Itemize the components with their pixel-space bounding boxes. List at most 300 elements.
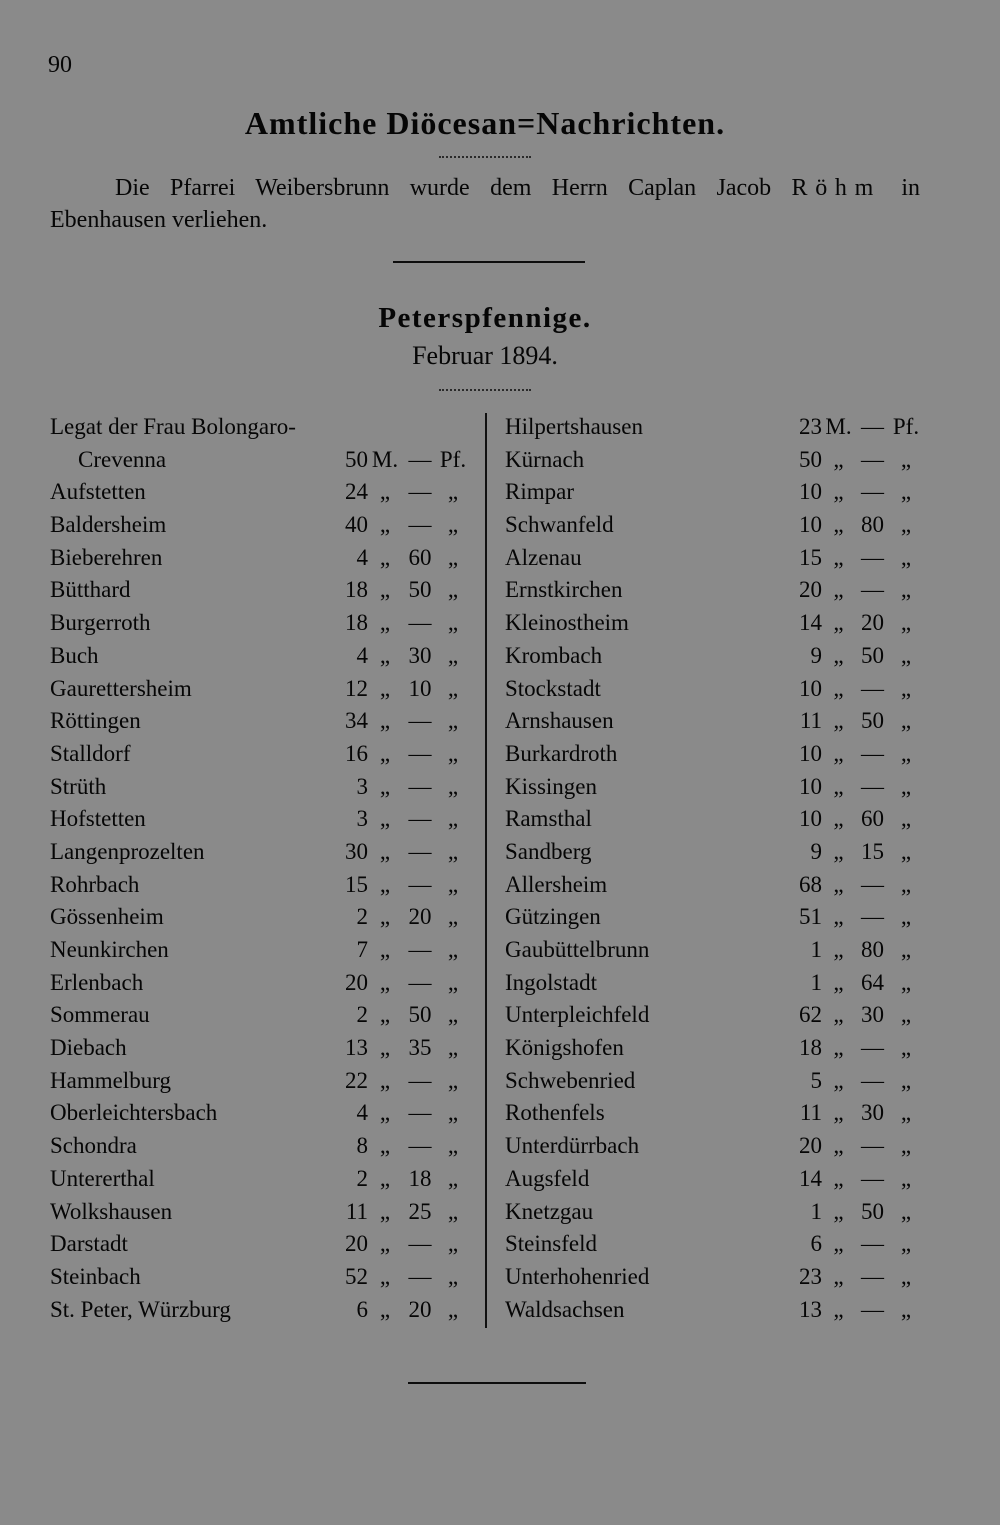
ornament-rule xyxy=(439,156,531,158)
parish-name: Unterdürrbach xyxy=(505,1133,640,1159)
parish-name: Buch xyxy=(50,642,99,668)
pfennig-amount: 15 xyxy=(861,838,884,864)
pfennig-unit: „ xyxy=(447,512,459,538)
pfennig-unit: „ xyxy=(447,544,459,570)
pfennig-unit: „ xyxy=(900,642,912,668)
donation-list-right xyxy=(505,411,922,1326)
pfennig-unit: „ xyxy=(900,1296,912,1322)
pfennig-amount: — xyxy=(408,740,432,766)
pfennig-amount: 80 xyxy=(861,937,884,962)
donation-row xyxy=(505,705,922,738)
mark-amount: 68 xyxy=(799,871,822,897)
mark-unit: „ xyxy=(833,1100,844,1126)
parish-name: Gaurettersheim xyxy=(50,675,192,701)
parish-name: Hilpertshausen xyxy=(505,414,643,439)
donation-row xyxy=(505,967,922,1000)
donation-row xyxy=(50,542,468,575)
mark-amount: 2 xyxy=(356,1002,368,1028)
donation-row xyxy=(50,673,468,706)
mark-unit: „ xyxy=(379,708,391,734)
mark-amount: 6 xyxy=(356,1296,368,1322)
donation-row xyxy=(505,476,922,509)
donation-row xyxy=(505,673,922,706)
notice-paragraph-line xyxy=(115,174,920,202)
mark-amount: 1 xyxy=(810,937,822,962)
pfennig-unit: „ xyxy=(900,937,912,962)
mark-unit: „ xyxy=(833,610,844,636)
mark-unit: „ xyxy=(379,512,391,538)
donation-list-left xyxy=(50,411,468,1326)
parish-name: Burkardroth xyxy=(505,740,618,766)
mark-amount: 14 xyxy=(799,610,822,636)
mark-amount: 20 xyxy=(799,577,822,603)
donation-row xyxy=(50,803,468,836)
donation-row xyxy=(50,411,468,444)
mark-unit: „ xyxy=(379,675,391,701)
pfennig-amount: — xyxy=(408,1263,432,1289)
parish-name: Legat der Frau Bolongaro- xyxy=(50,414,296,439)
mark-amount: 10 xyxy=(799,479,822,505)
donation-row xyxy=(50,967,468,1000)
donation-row xyxy=(50,901,468,934)
mark-amount: 18 xyxy=(345,610,368,636)
parish-name: Kleinostheim xyxy=(505,610,629,636)
pfennig-unit: „ xyxy=(900,1198,912,1224)
parish-name: Sommerau xyxy=(50,1002,150,1028)
pfennig-unit: „ xyxy=(447,1002,459,1028)
mark-amount: 10 xyxy=(799,675,822,701)
mark-unit: „ xyxy=(379,544,391,570)
mark-amount: 11 xyxy=(345,1198,368,1224)
pfennig-unit: „ xyxy=(447,904,459,930)
mark-unit: „ xyxy=(379,642,391,668)
mark-unit: „ xyxy=(379,871,391,897)
parish-name: Baldersheim xyxy=(50,512,167,538)
pfennig-unit: „ xyxy=(447,577,459,603)
parish-name: Waldsachsen xyxy=(505,1296,625,1322)
mark-amount: 8 xyxy=(356,1133,368,1159)
mark-unit: „ xyxy=(833,675,844,701)
parish-name: Schwanfeld xyxy=(505,512,614,538)
mark-amount: 50 xyxy=(345,446,368,472)
donation-row xyxy=(505,607,922,640)
mark-unit: „ xyxy=(833,1198,844,1224)
pfennig-amount: 18 xyxy=(408,1165,432,1191)
pfennig-amount: 50 xyxy=(861,642,884,668)
parish-name: Wolkshausen xyxy=(50,1198,173,1224)
mark-amount: 23 xyxy=(799,414,822,439)
mark-unit: M. xyxy=(825,414,852,439)
mark-amount: 5 xyxy=(810,1067,822,1093)
mark-unit: „ xyxy=(833,1067,844,1093)
pfennig-amount: — xyxy=(861,675,884,701)
mark-unit: „ xyxy=(379,610,391,636)
donation-row xyxy=(50,640,468,673)
parish-name: Ramsthal xyxy=(505,806,592,832)
pfennig-amount: — xyxy=(861,1231,884,1257)
mark-unit: „ xyxy=(379,740,391,766)
mark-unit: „ xyxy=(379,806,391,832)
parish-name: Darstadt xyxy=(50,1231,128,1257)
mark-unit: „ xyxy=(379,773,391,799)
pfennig-unit: „ xyxy=(447,642,459,668)
donation-row xyxy=(50,1032,468,1065)
donation-row xyxy=(505,738,922,771)
donation-row xyxy=(505,640,922,673)
mark-amount: 62 xyxy=(799,1002,822,1028)
mark-amount: 51 xyxy=(799,904,822,930)
parish-name: Stockstadt xyxy=(505,675,601,701)
pfennig-amount: 80 xyxy=(861,512,884,538)
mark-amount: 7 xyxy=(356,937,368,962)
parish-name: Burgerroth xyxy=(50,610,151,636)
pfennig-unit: „ xyxy=(447,1263,459,1289)
parish-name: Unterhohenried xyxy=(505,1263,650,1289)
mark-unit: „ xyxy=(833,1165,844,1191)
pfennig-amount: 50 xyxy=(861,1198,884,1224)
pfennig-unit: „ xyxy=(900,1231,912,1257)
mark-amount: 18 xyxy=(345,577,368,603)
pfennig-amount: 30 xyxy=(408,642,432,668)
mark-amount: 40 xyxy=(345,512,368,538)
mark-unit: „ xyxy=(833,1035,844,1061)
mark-amount: 15 xyxy=(799,544,822,570)
donation-row xyxy=(50,705,468,738)
pfennig-amount: — xyxy=(861,1067,884,1093)
pfennig-unit: „ xyxy=(900,1035,912,1061)
donation-row xyxy=(505,1228,922,1261)
donation-row xyxy=(50,738,468,771)
column-divider xyxy=(485,413,487,1328)
donation-row xyxy=(505,869,922,902)
pfennig-unit: „ xyxy=(900,773,912,799)
parish-name: Kissingen xyxy=(505,773,597,799)
mark-unit: „ xyxy=(379,838,391,864)
donation-row xyxy=(505,542,922,575)
pfennig-unit: „ xyxy=(447,675,459,701)
pfennig-unit: „ xyxy=(900,740,912,766)
pfennig-amount: 35 xyxy=(408,1035,432,1061)
donation-row xyxy=(505,1163,922,1196)
donation-row xyxy=(50,607,468,640)
pfennig-unit: „ xyxy=(900,1263,912,1289)
pfennig-amount: — xyxy=(408,446,432,472)
parish-name: Ernstkirchen xyxy=(505,577,623,603)
pfennig-unit: „ xyxy=(900,512,912,538)
pfennig-unit: Pf. xyxy=(892,414,920,439)
pfennig-amount: — xyxy=(861,1263,884,1289)
parish-name: Untererthal xyxy=(50,1165,155,1191)
pfennig-unit: „ xyxy=(447,1296,459,1322)
pfennig-unit: „ xyxy=(447,871,459,897)
parish-name: Diebach xyxy=(50,1035,127,1061)
pfennig-amount: — xyxy=(408,512,432,538)
donation-row xyxy=(50,1228,468,1261)
pfennig-amount: — xyxy=(408,1231,432,1257)
donation-row xyxy=(505,574,922,607)
mark-amount: 30 xyxy=(345,838,368,864)
mark-amount: 13 xyxy=(345,1035,368,1061)
pfennig-unit: „ xyxy=(900,1165,912,1191)
ornament-rule xyxy=(439,389,531,391)
pfennig-amount: — xyxy=(861,479,884,505)
parish-name: Neunkirchen xyxy=(50,937,169,962)
parish-name: Rimpar xyxy=(505,479,574,505)
donation-row xyxy=(50,1130,468,1163)
mark-amount: 52 xyxy=(345,1263,368,1289)
pfennig-amount: — xyxy=(861,446,884,472)
parish-name: Hofstetten xyxy=(50,806,146,832)
mark-unit: „ xyxy=(379,1133,391,1159)
pfennig-unit: Pf. xyxy=(439,446,467,472)
notice-paragraph-line: Ebenhausen verliehen. xyxy=(50,207,268,233)
parish-name: St. Peter, Würzburg xyxy=(50,1296,231,1322)
pfennig-amount: 20 xyxy=(861,610,884,636)
pfennig-unit: „ xyxy=(900,610,912,636)
donation-row xyxy=(505,509,922,542)
donation-row xyxy=(505,411,922,444)
mark-unit: „ xyxy=(379,969,391,995)
pfennig-amount: — xyxy=(408,479,432,505)
mark-amount: 10 xyxy=(799,773,822,799)
mark-unit: „ xyxy=(833,1296,844,1322)
pfennig-amount: — xyxy=(861,414,884,439)
pfennig-amount: 50 xyxy=(861,708,884,734)
pfennig-unit: „ xyxy=(900,446,912,472)
donation-row xyxy=(50,476,468,509)
pfennig-amount: 50 xyxy=(408,1002,432,1028)
mark-amount: 10 xyxy=(799,512,822,538)
pfennig-amount: — xyxy=(408,708,432,734)
mark-amount: 15 xyxy=(345,871,368,897)
mark-unit: „ xyxy=(379,577,391,603)
pfennig-unit: „ xyxy=(447,937,459,962)
mark-unit: „ xyxy=(833,1133,844,1159)
donation-row xyxy=(50,934,468,967)
mark-unit: „ xyxy=(833,904,844,930)
donation-row xyxy=(505,1196,922,1229)
pfennig-amount: 20 xyxy=(408,1296,432,1322)
mark-unit: „ xyxy=(833,740,844,766)
pfennig-amount: — xyxy=(408,937,432,962)
notice-text: Die Pfarrei Weibersbrunn wurde dem Herrn Caplan Jacob xyxy=(115,175,772,201)
parish-name: Hammelburg xyxy=(50,1067,171,1093)
mark-amount: 6 xyxy=(810,1231,822,1257)
mark-amount: 10 xyxy=(799,806,822,832)
pfennig-unit: „ xyxy=(447,1133,459,1159)
parish-name: Arnshausen xyxy=(505,708,614,734)
pfennig-unit: „ xyxy=(900,838,912,864)
mark-unit: „ xyxy=(379,1067,391,1093)
mark-amount: 2 xyxy=(356,904,368,930)
mark-unit: „ xyxy=(833,937,844,962)
donation-row xyxy=(50,444,468,477)
mark-amount: 4 xyxy=(356,642,368,668)
parish-name: Unterpleichfeld xyxy=(505,1002,650,1028)
pfennig-amount: 64 xyxy=(861,969,884,995)
pfennig-amount: 30 xyxy=(861,1100,884,1126)
pfennig-amount: — xyxy=(408,610,432,636)
mark-unit: „ xyxy=(379,1100,391,1126)
donation-row xyxy=(50,509,468,542)
parish-name-continuation: Crevenna xyxy=(78,446,167,472)
donation-row xyxy=(505,1032,922,1065)
donation-row xyxy=(50,999,468,1032)
pfennig-unit: „ xyxy=(900,1133,912,1159)
pfennig-amount: — xyxy=(861,773,884,799)
pfennig-amount: — xyxy=(408,773,432,799)
pfennig-amount: — xyxy=(408,1067,432,1093)
pfennig-unit: „ xyxy=(447,740,459,766)
parish-name: Steinbach xyxy=(50,1263,141,1289)
donation-row xyxy=(505,1261,922,1294)
pfennig-unit: „ xyxy=(447,1067,459,1093)
notice-person-name: Röhm xyxy=(791,175,881,201)
mark-unit: „ xyxy=(379,937,391,962)
mark-amount: 16 xyxy=(345,740,368,766)
pfennig-amount: 25 xyxy=(408,1198,432,1224)
mark-amount: 18 xyxy=(799,1035,822,1061)
parish-name: Rothenfels xyxy=(505,1100,605,1126)
pfennig-unit: „ xyxy=(447,708,459,734)
mark-amount: 20 xyxy=(799,1133,822,1159)
pfennig-unit: „ xyxy=(447,1198,459,1224)
mark-amount: 11 xyxy=(799,1100,822,1126)
pfennig-unit: „ xyxy=(447,1231,459,1257)
mark-unit: „ xyxy=(833,544,844,570)
parish-name: Gützingen xyxy=(505,904,601,930)
parish-name: Alzenau xyxy=(505,544,582,570)
mark-unit: „ xyxy=(379,1198,391,1224)
parish-name: Aufstetten xyxy=(50,479,146,505)
parish-name: Steinsfeld xyxy=(505,1231,597,1257)
mark-unit: „ xyxy=(379,1002,391,1028)
mark-unit: „ xyxy=(833,577,844,603)
mark-unit: „ xyxy=(833,479,844,505)
mark-unit: „ xyxy=(379,1035,391,1061)
donation-row xyxy=(50,869,468,902)
mark-amount: 10 xyxy=(799,740,822,766)
pfennig-amount: — xyxy=(861,577,884,603)
pfennig-unit: „ xyxy=(447,1165,459,1191)
page-title: Amtliche Diöcesan=Nachrichten. xyxy=(244,105,726,141)
mark-amount: 24 xyxy=(345,479,368,505)
pfennig-unit: „ xyxy=(900,969,912,995)
mark-unit: „ xyxy=(833,512,844,538)
pfennig-unit: „ xyxy=(447,1100,459,1126)
pfennig-amount: — xyxy=(861,904,884,930)
parish-name: Königshofen xyxy=(505,1035,624,1061)
pfennig-unit: „ xyxy=(900,479,912,505)
mark-amount: 13 xyxy=(799,1296,822,1322)
parish-name: Gaubüttelbrunn xyxy=(505,937,650,962)
pfennig-unit: „ xyxy=(900,544,912,570)
mark-unit: „ xyxy=(833,969,844,995)
donation-row xyxy=(505,444,922,477)
mark-unit: „ xyxy=(379,479,391,505)
mark-amount: 3 xyxy=(356,806,368,832)
pfennig-amount: — xyxy=(408,871,432,897)
pfennig-unit: „ xyxy=(447,773,459,799)
pfennig-amount: — xyxy=(861,1296,884,1322)
parish-name: Erlenbach xyxy=(50,969,144,995)
section-heading: Peterspfennige. xyxy=(378,302,592,334)
pfennig-unit: „ xyxy=(447,806,459,832)
pfennig-unit: „ xyxy=(900,1002,912,1028)
parish-name: Bütthard xyxy=(50,577,131,603)
mark-unit: „ xyxy=(833,838,844,864)
donation-row xyxy=(50,1065,468,1098)
pfennig-amount: — xyxy=(861,1035,884,1061)
donation-row xyxy=(505,803,922,836)
parish-name: Stalldorf xyxy=(50,740,131,766)
donation-row xyxy=(505,771,922,804)
donation-row xyxy=(50,771,468,804)
donation-row xyxy=(50,1294,468,1327)
pfennig-unit: „ xyxy=(900,1100,912,1126)
donation-row xyxy=(50,836,468,869)
pfennig-unit: „ xyxy=(900,675,912,701)
mark-amount: 1 xyxy=(810,969,822,995)
pfennig-amount: — xyxy=(861,544,884,570)
mark-amount: 4 xyxy=(356,1100,368,1126)
pfennig-unit: „ xyxy=(447,479,459,505)
donation-row xyxy=(50,574,468,607)
donation-row xyxy=(50,1196,468,1229)
donation-row xyxy=(505,934,922,967)
mark-amount: 9 xyxy=(810,838,822,864)
parish-name: Augsfeld xyxy=(505,1165,590,1191)
parish-name: Rohrbach xyxy=(50,871,140,897)
pfennig-unit: „ xyxy=(447,1035,459,1061)
donation-row xyxy=(50,1261,468,1294)
pfennig-unit: „ xyxy=(447,838,459,864)
mark-unit: „ xyxy=(833,806,844,832)
parish-name: Schwebenried xyxy=(505,1067,636,1093)
donation-row xyxy=(505,1065,922,1098)
parish-name: Schondra xyxy=(50,1133,137,1159)
parish-name: Oberleichtersbach xyxy=(50,1100,218,1126)
pfennig-amount: 20 xyxy=(408,904,432,930)
mark-unit: „ xyxy=(833,773,844,799)
pfennig-unit: „ xyxy=(900,577,912,603)
parish-name: Bieberehren xyxy=(50,544,163,570)
mark-unit: „ xyxy=(833,1231,844,1257)
mark-amount: 50 xyxy=(799,446,822,472)
mark-unit: „ xyxy=(833,642,844,668)
pfennig-amount: — xyxy=(408,838,432,864)
pfennig-amount: 60 xyxy=(861,806,884,832)
pfennig-amount: — xyxy=(861,1133,884,1159)
donation-row xyxy=(50,1163,468,1196)
parish-name: Sandberg xyxy=(505,838,592,864)
pfennig-unit: „ xyxy=(900,871,912,897)
notice-text: in xyxy=(901,175,921,201)
mark-amount: 11 xyxy=(799,708,822,734)
mark-amount: 20 xyxy=(345,969,368,995)
donation-row xyxy=(505,1130,922,1163)
pfennig-amount: 10 xyxy=(408,675,432,701)
pfennig-unit: „ xyxy=(900,1067,912,1093)
mark-unit: „ xyxy=(833,1263,844,1289)
pfennig-amount: — xyxy=(408,1133,432,1159)
donation-row xyxy=(505,901,922,934)
end-rule xyxy=(408,1382,586,1384)
mark-amount: 1 xyxy=(810,1198,822,1224)
mark-unit: M. xyxy=(371,446,399,472)
mark-amount: 4 xyxy=(356,544,368,570)
mark-unit: „ xyxy=(833,871,844,897)
